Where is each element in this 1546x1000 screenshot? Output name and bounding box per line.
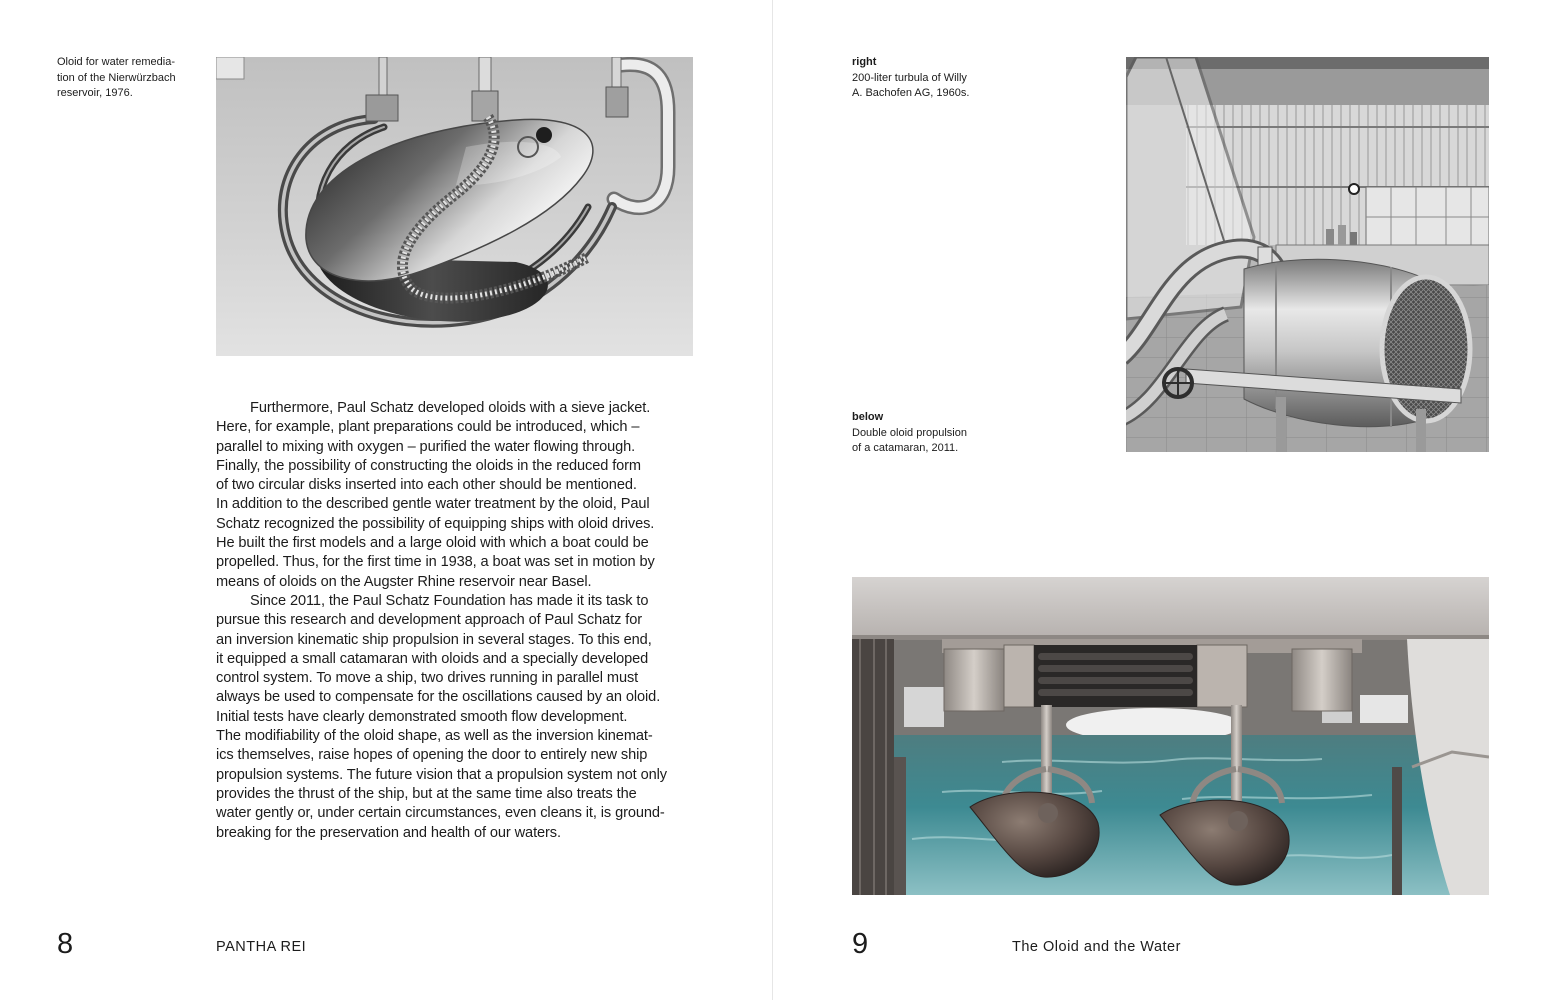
caption-label-below: below bbox=[852, 411, 884, 423]
page-number-left: 8 bbox=[57, 928, 74, 960]
photo-caption-reservoir bbox=[57, 55, 176, 102]
oloid-reservoir-photo bbox=[216, 57, 693, 356]
body-line: of two circular disks inserted into each other should be mentioned. bbox=[216, 477, 637, 494]
catamaran-propulsion-photo bbox=[852, 577, 1489, 895]
body-line: provides the thrust of the ship, but at the same time also treats the bbox=[216, 785, 637, 802]
right-page bbox=[773, 0, 1546, 1000]
photo-caption-catamaran bbox=[852, 410, 967, 457]
body-line: pursue this research and development approach of Paul Schatz for bbox=[216, 612, 642, 629]
caption-line: 200-liter turbula of Willy bbox=[852, 71, 967, 84]
caption-line: tion of the Nierwürzbach bbox=[57, 71, 176, 84]
running-title-left: PANTHA REI bbox=[216, 939, 307, 955]
cooling-radiator bbox=[1034, 645, 1197, 707]
body-line: breaking for the preservation and health of our waters. bbox=[216, 824, 561, 841]
body-line: Initial tests have clearly demonstrated smooth flow development. bbox=[216, 708, 628, 725]
body-line: always be used to compensate for the oscillations caused by an oloid. bbox=[216, 689, 661, 706]
body-line: Schatz recognized the possibility of equipping ships with oloid drives. bbox=[216, 515, 655, 532]
running-title-right: The Oloid and the Water bbox=[1012, 939, 1181, 955]
body-line: ics themselves, raise hopes of opening the door to entirely new ship bbox=[216, 747, 648, 764]
body-line: The modifiability of the oloid shape, as well as the inversion kinemat- bbox=[216, 728, 653, 745]
hull-underside bbox=[852, 577, 1489, 640]
ceiling-bracket bbox=[216, 57, 244, 79]
page-number-right: 9 bbox=[852, 928, 869, 960]
body-line: propelled. Thus, for the first time in 1938, a boat was set in motion by bbox=[216, 554, 655, 571]
body-line: Furthermore, Paul Schatz developed oloids with a sieve jacket. bbox=[250, 400, 651, 416]
body-line: propulsion systems. The future vision that a propulsion system not only bbox=[216, 766, 667, 783]
valve-wheel-icon bbox=[1164, 369, 1192, 397]
body-line: control system. To move a ship, two drives running in parallel must bbox=[216, 670, 639, 687]
body-line: He built the first models and a large oloid with which a boat could be bbox=[216, 535, 649, 552]
photo-caption-turbula bbox=[852, 55, 969, 102]
body-line: Here, for example, plant preparations could be introduced, which – bbox=[216, 419, 640, 436]
caption-line: of a catamaran, 2011. bbox=[852, 442, 959, 454]
turbula-photo bbox=[1126, 57, 1489, 452]
body-text bbox=[216, 399, 736, 843]
wall-clock-icon bbox=[1349, 184, 1359, 194]
caption-line: A. Bachofen AG, 1960s. bbox=[852, 87, 970, 99]
caption-line: Oloid for water remedia- bbox=[57, 56, 175, 68]
body-line: an inversion kinematic ship propulsion in several stages. To this end, bbox=[216, 631, 652, 648]
caption-line: reservoir, 1976. bbox=[57, 87, 133, 99]
caption-line: Double oloid propulsion bbox=[852, 426, 967, 439]
body-line: Since 2011, the Paul Schatz Foundation has made it its task to bbox=[250, 592, 649, 609]
body-line: Finally, the possibility of constructing the oloids in the reduced form bbox=[216, 457, 641, 474]
body-line: parallel to mixing with oxygen – purified the water flowing through. bbox=[216, 438, 636, 455]
body-line: means of oloids on the Augster Rhine reservoir near Basel. bbox=[216, 573, 592, 590]
body-line: In addition to the described gentle water treatment by the oloid, Paul bbox=[216, 496, 650, 513]
body-line: water gently or, under certain circumstances, even cleans it, is ground- bbox=[216, 805, 665, 822]
body-line: it equipped a small catamaran with oloids and a specially developed bbox=[216, 650, 649, 667]
caption-label-right: right bbox=[852, 56, 877, 68]
